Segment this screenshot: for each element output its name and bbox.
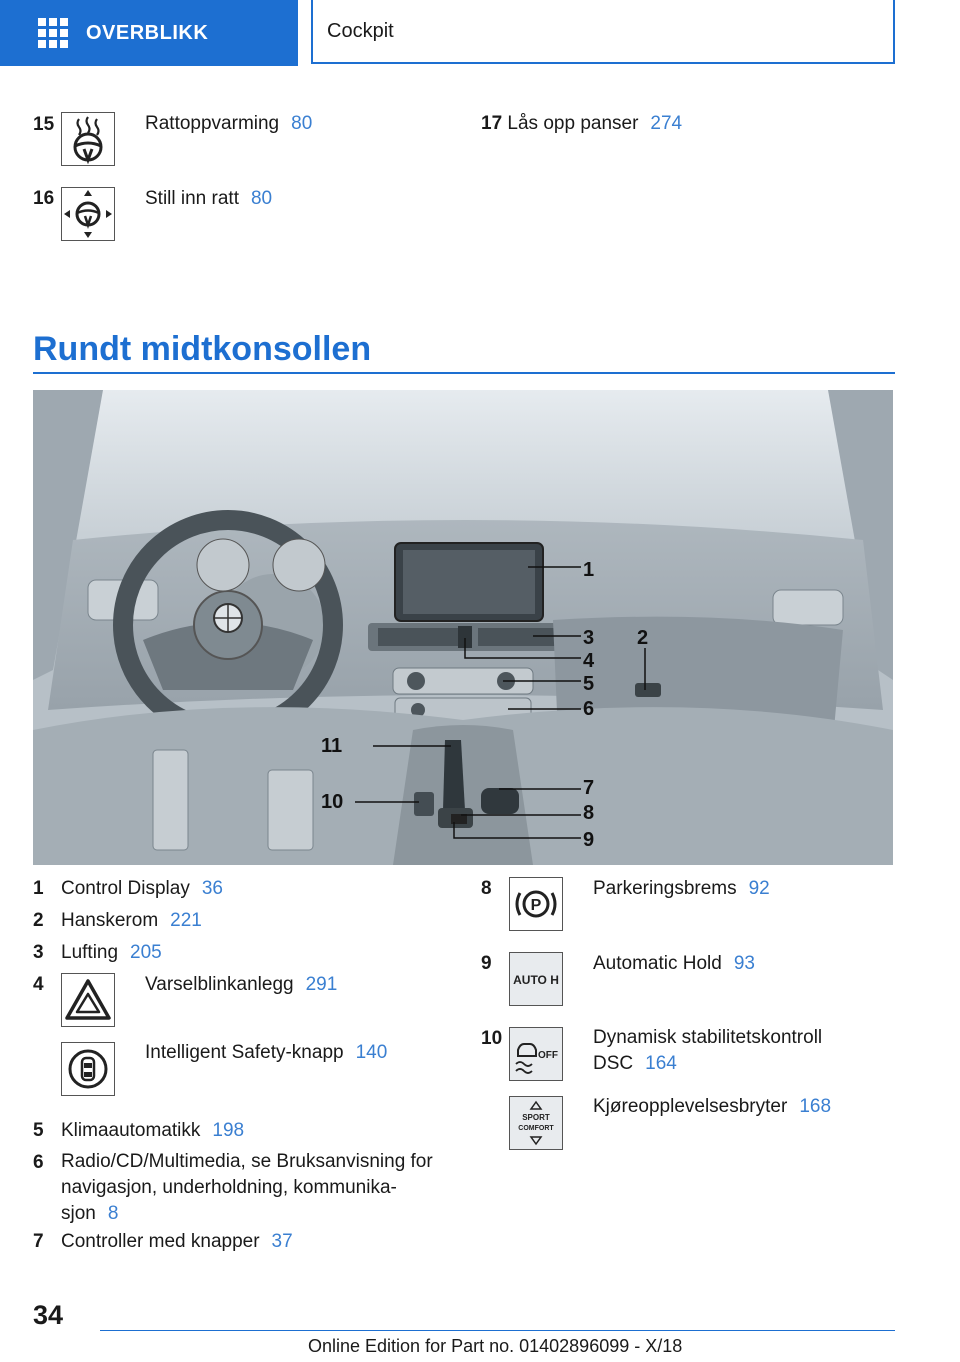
- item-number: 16: [33, 188, 55, 209]
- callout-label: 3: [583, 627, 595, 649]
- steering-wheel-adjust-icon: [61, 187, 115, 241]
- page-ref-link[interactable]: 36: [201, 878, 223, 899]
- item-text: [61, 1149, 451, 1227]
- item-label: Automatic Hold: [593, 953, 722, 974]
- center-console-illustration: [33, 390, 893, 865]
- parking-brake-icon: [509, 877, 563, 931]
- auto-hold-icon-text: AUTO H: [513, 973, 559, 987]
- callout-label: 8: [583, 802, 595, 824]
- callout-label: 5: [583, 673, 595, 695]
- item-number: 7: [33, 1231, 44, 1252]
- item-number: 3: [33, 942, 44, 963]
- item-number: 2: [33, 910, 44, 931]
- item-label: Klimaautomatikk: [61, 1120, 201, 1141]
- item-label: Kjøreopplevelsesbryter: [593, 1096, 788, 1117]
- page-ref-link[interactable]: 92: [748, 878, 770, 899]
- overview-label: OVERBLIKK: [86, 21, 209, 44]
- item-label: Parkeringsbrems: [593, 878, 737, 899]
- callout-label: 4: [583, 650, 595, 672]
- item-text: [61, 908, 202, 934]
- callout-label: 6: [583, 698, 595, 720]
- page-ref-link[interactable]: 291: [305, 974, 338, 995]
- item-label-line: navigasjon, underholdning, kommunika-: [61, 1177, 397, 1198]
- section-tab[interactable]: [311, 0, 895, 64]
- item-label: Control Display: [61, 878, 190, 899]
- item-text: [481, 111, 682, 137]
- item-number: 5: [33, 1120, 44, 1141]
- page-ref-link[interactable]: 37: [271, 1231, 293, 1252]
- callout-label: 11: [321, 735, 343, 757]
- item-text: [61, 1229, 293, 1255]
- item-label: Controller med knapper: [61, 1231, 260, 1252]
- item-text: [61, 1118, 244, 1144]
- item-number: 1: [33, 878, 44, 899]
- grid-menu-icon: [38, 18, 68, 48]
- page-ref-link[interactable]: 274: [650, 113, 683, 134]
- page-ref-link[interactable]: 80: [250, 188, 273, 209]
- comfort-label: COMFORT: [518, 1125, 554, 1132]
- intelligent-safety-icon: [61, 1042, 115, 1096]
- item-label: Hanskerom: [61, 910, 159, 931]
- callout-label: 7: [583, 777, 595, 799]
- overview-tab[interactable]: [0, 0, 298, 66]
- item-number: 4: [33, 974, 44, 995]
- item-label-line: Dynamisk stabilitetskontroll: [593, 1027, 823, 1048]
- item-label: Still inn ratt: [145, 188, 239, 209]
- page-ref-link[interactable]: 221: [170, 910, 202, 931]
- footer-divider: [100, 1330, 895, 1331]
- item-number: 9: [481, 953, 492, 974]
- section-title: Rundt midtkonsollen: [33, 330, 372, 368]
- item-text: [61, 876, 223, 902]
- heated-steering-wheel-icon: [61, 112, 115, 166]
- item-text: [145, 972, 337, 998]
- auto-hold-icon: [509, 952, 563, 1006]
- item-number: 8: [481, 878, 492, 899]
- hazard-triangle-icon: [61, 973, 115, 1027]
- dsc-off-icon: [509, 1027, 563, 1081]
- item-label: Lås opp panser: [507, 113, 639, 134]
- callout-label: 9: [583, 829, 595, 851]
- page-ref-link[interactable]: 140: [355, 1042, 388, 1063]
- item-text: [145, 111, 312, 137]
- page-ref-link[interactable]: 205: [130, 942, 162, 963]
- page-ref-link[interactable]: 198: [212, 1120, 245, 1141]
- section-label: Cockpit: [327, 19, 394, 42]
- item-text: [593, 951, 755, 977]
- footer-edition: Online Edition for Part no. 01402896099 - X/18: [308, 1336, 683, 1356]
- item-label: Varselblinkanlegg: [145, 974, 294, 995]
- page-ref-link[interactable]: 8: [107, 1203, 119, 1224]
- callout-label: 2: [637, 627, 649, 649]
- item-label-line: sjon: [61, 1203, 96, 1224]
- driving-experience-switch-icon: [509, 1096, 563, 1150]
- page-ref-link[interactable]: 164: [645, 1053, 677, 1074]
- page-ref-link[interactable]: 93: [733, 953, 755, 974]
- page-number: 34: [33, 1300, 64, 1330]
- item-label: Intelligent Safety-knapp: [145, 1042, 344, 1063]
- item-label: Lufting: [61, 942, 119, 963]
- dsc-off-icon-text: OFF: [538, 1050, 558, 1061]
- svg-text:P: P: [530, 897, 542, 914]
- item-text: [593, 1094, 831, 1120]
- callout-label: 10: [321, 791, 344, 813]
- page-ref-link[interactable]: 80: [291, 113, 313, 134]
- item-label: Rattoppvarming: [145, 113, 280, 134]
- item-number: 17: [481, 113, 503, 134]
- item-number: 10: [481, 1028, 503, 1049]
- item-label-line: Radio/CD/Multimedia, se Bruksanvisning for: [61, 1151, 433, 1172]
- item-text: [593, 876, 770, 902]
- item-number: 15: [33, 114, 55, 135]
- item-text: [145, 186, 272, 212]
- item-text: [593, 1025, 822, 1077]
- item-number: 6: [33, 1152, 44, 1173]
- item-text: [61, 940, 162, 966]
- item-label-line: DSC: [593, 1053, 634, 1074]
- section-divider: [33, 372, 895, 374]
- item-text: [145, 1040, 387, 1066]
- sport-label: SPORT: [522, 1113, 550, 1122]
- callout-label: 1: [583, 559, 595, 581]
- page-ref-link[interactable]: 168: [799, 1096, 832, 1117]
